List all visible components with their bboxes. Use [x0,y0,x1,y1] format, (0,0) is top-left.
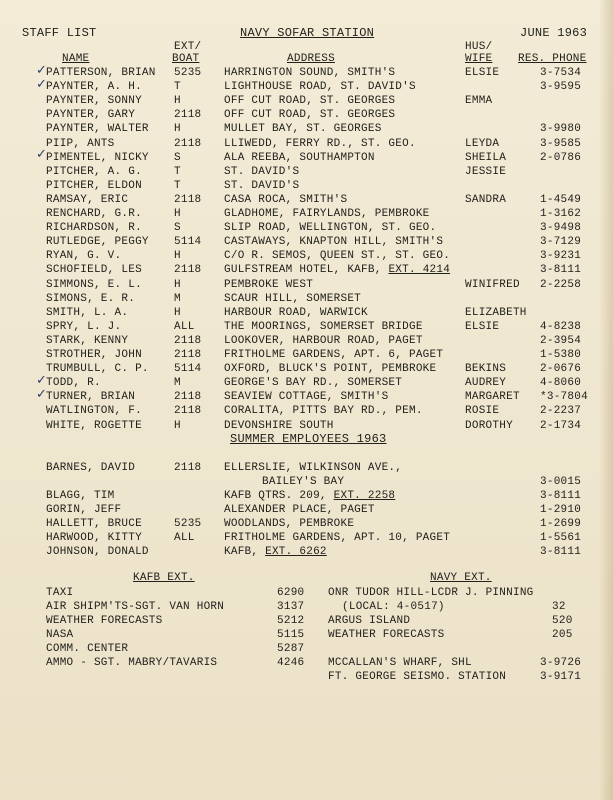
summer-address: WOODLANDS, PEMBROKE [224,518,355,530]
navy-label: ONR TUDOR HILL-LCDR J. PINNING [328,587,534,599]
staff-spouse: LEYDA [465,137,500,150]
staff-ext: 2118 [174,137,202,150]
staff-address: CASA ROCA, SMITH'S [224,193,348,206]
staff-name: TRUMBULL, C. P. [46,363,149,376]
staff-name: PAYNTER, A. H. [46,81,142,94]
staff-name: SIMMONS, E. L. [46,278,142,291]
staff-address: ALA REEBA, SOUTHAMPTON [224,151,375,164]
staff-name: TODD, R. [46,377,101,390]
staff-ext: 5114 [174,236,202,249]
staff-phone: 2-0786 [540,151,582,164]
navy-label: WEATHER FORECASTS [328,629,445,641]
staff-name: RENCHARD, G.R. [46,208,142,220]
date-label: JUNE 1963 [520,26,588,40]
staff-phone: 3-9498 [540,222,582,235]
staff-phone: 3-9231 [540,250,582,263]
summer-name: HALLETT, BRUCE [46,518,142,530]
staff-address: MULLET BAY, ST. GEORGES [224,123,382,136]
staff-phone: 3-8111 [540,264,582,277]
page-title: NAVY SOFAR STATION [240,26,375,40]
staff-ext: 5235 [174,67,202,79]
staff-ext: H [174,208,181,220]
navy-ext: 3-9171 [540,671,582,683]
summer-name: GORIN, JEFF [46,504,122,516]
summer-name: BARNES, DAVID [46,462,136,474]
staff-ext: 2118 [174,349,202,361]
staff-phone: 2-1734 [540,419,582,432]
staff-name: RYAN, G. V. [46,250,122,263]
staff-ext: 2118 [174,193,202,206]
staff-ext: T [174,165,181,178]
staff-phone: 3-7534 [540,67,582,79]
summer-ext: 5235 [174,518,202,530]
staff-address: GEORGE'S BAY RD., SOMERSET [224,377,403,390]
check-mark-icon: ✓ [36,147,47,162]
summer-phone: 1-2699 [540,518,582,530]
paper-edge-stain [599,0,613,800]
staff-address: OFF CUT ROAD, ST. GEORGES [224,95,396,108]
staff-ext: ALL [174,320,195,333]
staff-address: CORALITA, PITTS BAY RD., PEM. [224,405,423,418]
staff-address: OFF CUT ROAD, ST. GEORGES [224,109,396,122]
summer-ext: 2118 [174,462,202,474]
staff-name: SMITH, L. A. [46,306,129,319]
kafb-label: NASA [46,629,74,641]
summer-title: SUMMER EMPLOYEES 1963 [230,432,387,446]
summer-address: FRITHOLME GARDENS, APT. 10, PAGET [224,532,451,544]
staff-spouse: DOROTHY [465,419,513,432]
summer-name: HARWOOD, KITTY [46,532,142,544]
staff-ext: 2118 [174,391,202,404]
staff-ext: H [174,278,181,291]
staff-name: TURNER, BRIAN [46,391,136,404]
staff-address: PEMBROKE WEST [224,278,314,291]
kafb-ext: 5115 [277,629,305,641]
summer-phone: 1-2910 [540,504,582,516]
staff-address: GULFSTREAM HOTEL, KAFB, EXT. 4214 [224,264,451,277]
staff-ext: 2118 [174,334,202,347]
column-header-hus: HUS/ [465,41,493,53]
staff-phone: 1-4549 [540,193,582,206]
staff-phone: 3-9585 [540,137,582,150]
kafb-ext: 6290 [277,587,305,599]
staff-address: HARBOUR ROAD, WARWICK [224,306,368,319]
summer-address: BAILEY'S BAY [262,476,345,488]
navy-ext: 32 [552,601,566,613]
column-header-address: ADDRESS [287,53,335,65]
staff-ext: T [174,81,181,94]
staff-phone: 3-9595 [540,81,582,94]
staff-name: SIMONS, E. R. [46,292,136,305]
summer-address: KAFB, EXT. 6262 [224,546,327,558]
staff-address: GLADHOME, FAIRYLANDS, PEMBROKE [224,208,430,220]
staff-ext: S [174,151,181,164]
staff-address: CASTAWAYS, KNAPTON HILL, SMITH'S [224,236,444,249]
staff-spouse: SHEILA [465,151,507,164]
navy-label: (LOCAL: 4-0517) [342,601,445,613]
kafb-label: TAXI [46,587,74,599]
staff-spouse: ELIZABETH [465,306,527,319]
staff-phone: 1-5380 [540,349,582,361]
staff-name: WHITE, ROGETTE [46,419,142,432]
staff-ext: H [174,123,181,136]
staff-name: PITCHER, A. G. [46,165,142,178]
staff-phone: 4-8238 [540,320,582,333]
staff-address: LOOKOVER, HARBOUR ROAD, PAGET [224,334,423,347]
staff-address: LIGHTHOUSE ROAD, ST. DAVID'S [224,81,416,94]
staff-name: WATLINGTON, F. [46,405,142,418]
staff-phone: 2-0676 [540,363,582,376]
staff-spouse: WINIFRED [465,278,520,291]
navy-label: FT. GEORGE SEISMO. STATION [328,671,507,683]
kafb-label: AMMO - SGT. MABRY/TAVARIS [46,657,218,669]
staff-phone: *3-7804 [540,391,588,404]
summer-address: ALEXANDER PLACE, PAGET [224,504,375,516]
staff-phone: 2-2237 [540,405,582,418]
navy-ext: 205 [552,629,573,641]
staff-phone: 3-7129 [540,236,582,249]
staff-spouse: MARGARET [465,391,520,404]
staff-name: RAMSAY, ERIC [46,193,129,206]
navy-label: MCCALLAN'S WHARF, SHL [328,657,472,669]
staff-ext: T [174,179,181,192]
kafb-label: WEATHER FORECASTS [46,615,163,627]
check-mark-icon: ✓ [36,373,47,388]
staff-ext: S [174,222,181,235]
check-mark-icon: ✓ [36,63,47,78]
staff-spouse: SANDRA [465,193,507,206]
navy-ext: 3-9726 [540,657,582,669]
summer-name: BLAGG, TIM [46,490,115,502]
summer-phone: 1-5561 [540,532,582,544]
navy-label: ARGUS ISLAND [328,615,411,627]
column-header-name: NAME [62,53,90,65]
staff-list-label: STAFF LIST [22,26,97,40]
summer-address-ext: EXT. 6262 [265,546,327,558]
check-mark-icon: ✓ [36,387,47,402]
staff-name: SPRY, L. J. [46,320,122,333]
navy-ext-title: NAVY EXT. [430,572,492,584]
staff-address-ext: EXT. 4214 [388,264,451,277]
staff-name: RUTLEDGE, PEGGY [46,236,149,249]
staff-name: PAYNTER, SONNY [46,95,142,108]
summer-address: KAFB QTRS. 209, EXT. 2258 [224,490,396,502]
summer-phone: 3-8111 [540,546,582,558]
staff-address: SLIP ROAD, WELLINGTON, ST. GEO. [224,222,437,235]
staff-ext: 2118 [174,405,202,418]
staff-spouse: ELSIE [465,320,500,333]
staff-address: DEVONSHIRE SOUTH [224,419,334,432]
staff-ext: 2118 [174,109,202,122]
kafb-ext: 5212 [277,615,305,627]
kafb-ext: 3137 [277,601,305,613]
staff-phone: 3-9980 [540,123,582,136]
kafb-ext: 4246 [277,657,305,669]
staff-address: THE MOORINGS, SOMERSET BRIDGE [224,320,423,333]
staff-name: PITCHER, ELDON [46,179,142,192]
check-mark-icon: ✓ [36,77,47,92]
staff-ext: H [174,419,181,432]
column-header-wife: WIFE [465,53,493,65]
summer-ext: ALL [174,532,195,544]
staff-phone: 4-8060 [540,377,582,390]
staff-address: C/O R. SEMOS, QUEEN ST., ST. GEO. [224,250,451,263]
staff-address: SCAUR HILL, SOMERSET [224,292,362,305]
navy-ext: 520 [552,615,573,627]
summer-address-ext: EXT. 2258 [333,490,396,502]
staff-address: SEAVIEW COTTAGE, SMITH'S [224,391,389,404]
kafb-label: AIR SHIPM'TS-SGT. VAN HORN [46,601,225,613]
summer-name: JOHNSON, DONALD [46,546,149,558]
staff-phone: 2-3954 [540,334,582,347]
staff-name: PATTERSON, BRIAN [46,67,156,79]
kafb-ext-title: KAFB EXT. [133,572,195,584]
staff-spouse: JESSIE [465,165,507,178]
summer-phone: 3-0015 [540,476,582,488]
column-header-ext: EXT/ [174,41,202,53]
staff-phone: 2-2258 [540,278,582,291]
staff-address: ST. DAVID'S [224,179,300,192]
staff-ext: 5114 [174,363,202,376]
staff-name: SCHOFIELD, LES [46,264,142,277]
summer-phone: 3-8111 [540,490,582,502]
staff-phone: 1-3162 [540,208,582,220]
staff-ext: 2118 [174,264,202,277]
kafb-label: COMM. CENTER [46,643,129,655]
staff-spouse: ELSIE [465,67,500,79]
column-header-phone: RES. PHONE [518,53,587,65]
staff-spouse: BEKINS [465,363,507,376]
staff-ext: H [174,306,181,319]
staff-address: ST. DAVID'S [224,165,300,178]
staff-name: STARK, KENNY [46,334,129,347]
staff-spouse: EMMA [465,95,493,108]
staff-name: PIMENTEL, NICKY [46,151,149,164]
column-header-boat: BOAT [172,53,200,65]
staff-ext: H [174,95,181,108]
staff-address: HARRINGTON SOUND, SMITH'S [224,67,396,79]
summer-address: ELLERSLIE, WILKINSON AVE., [224,462,403,474]
staff-address: LLIWEDD, FERRY RD., ST. GEO. [224,137,416,150]
staff-ext: M [174,377,181,390]
staff-ext: H [174,250,181,263]
staff-name: PIIP, ANTS [46,137,115,150]
staff-name: PAYNTER, WALTER [46,123,149,136]
staff-spouse: AUDREY [465,377,507,390]
staff-ext: M [174,292,181,305]
staff-address: OXFORD, BLUCK'S POINT, PEMBROKE [224,363,437,376]
staff-spouse: ROSIE [465,405,500,418]
staff-name: STROTHER, JOHN [46,349,142,361]
staff-name: PAYNTER, GARY [46,109,136,122]
kafb-ext: 5287 [277,643,305,655]
staff-address: FRITHOLME GARDENS, APT. 6, PAGET [224,349,444,361]
staff-name: RICHARDSON, R. [46,222,142,235]
